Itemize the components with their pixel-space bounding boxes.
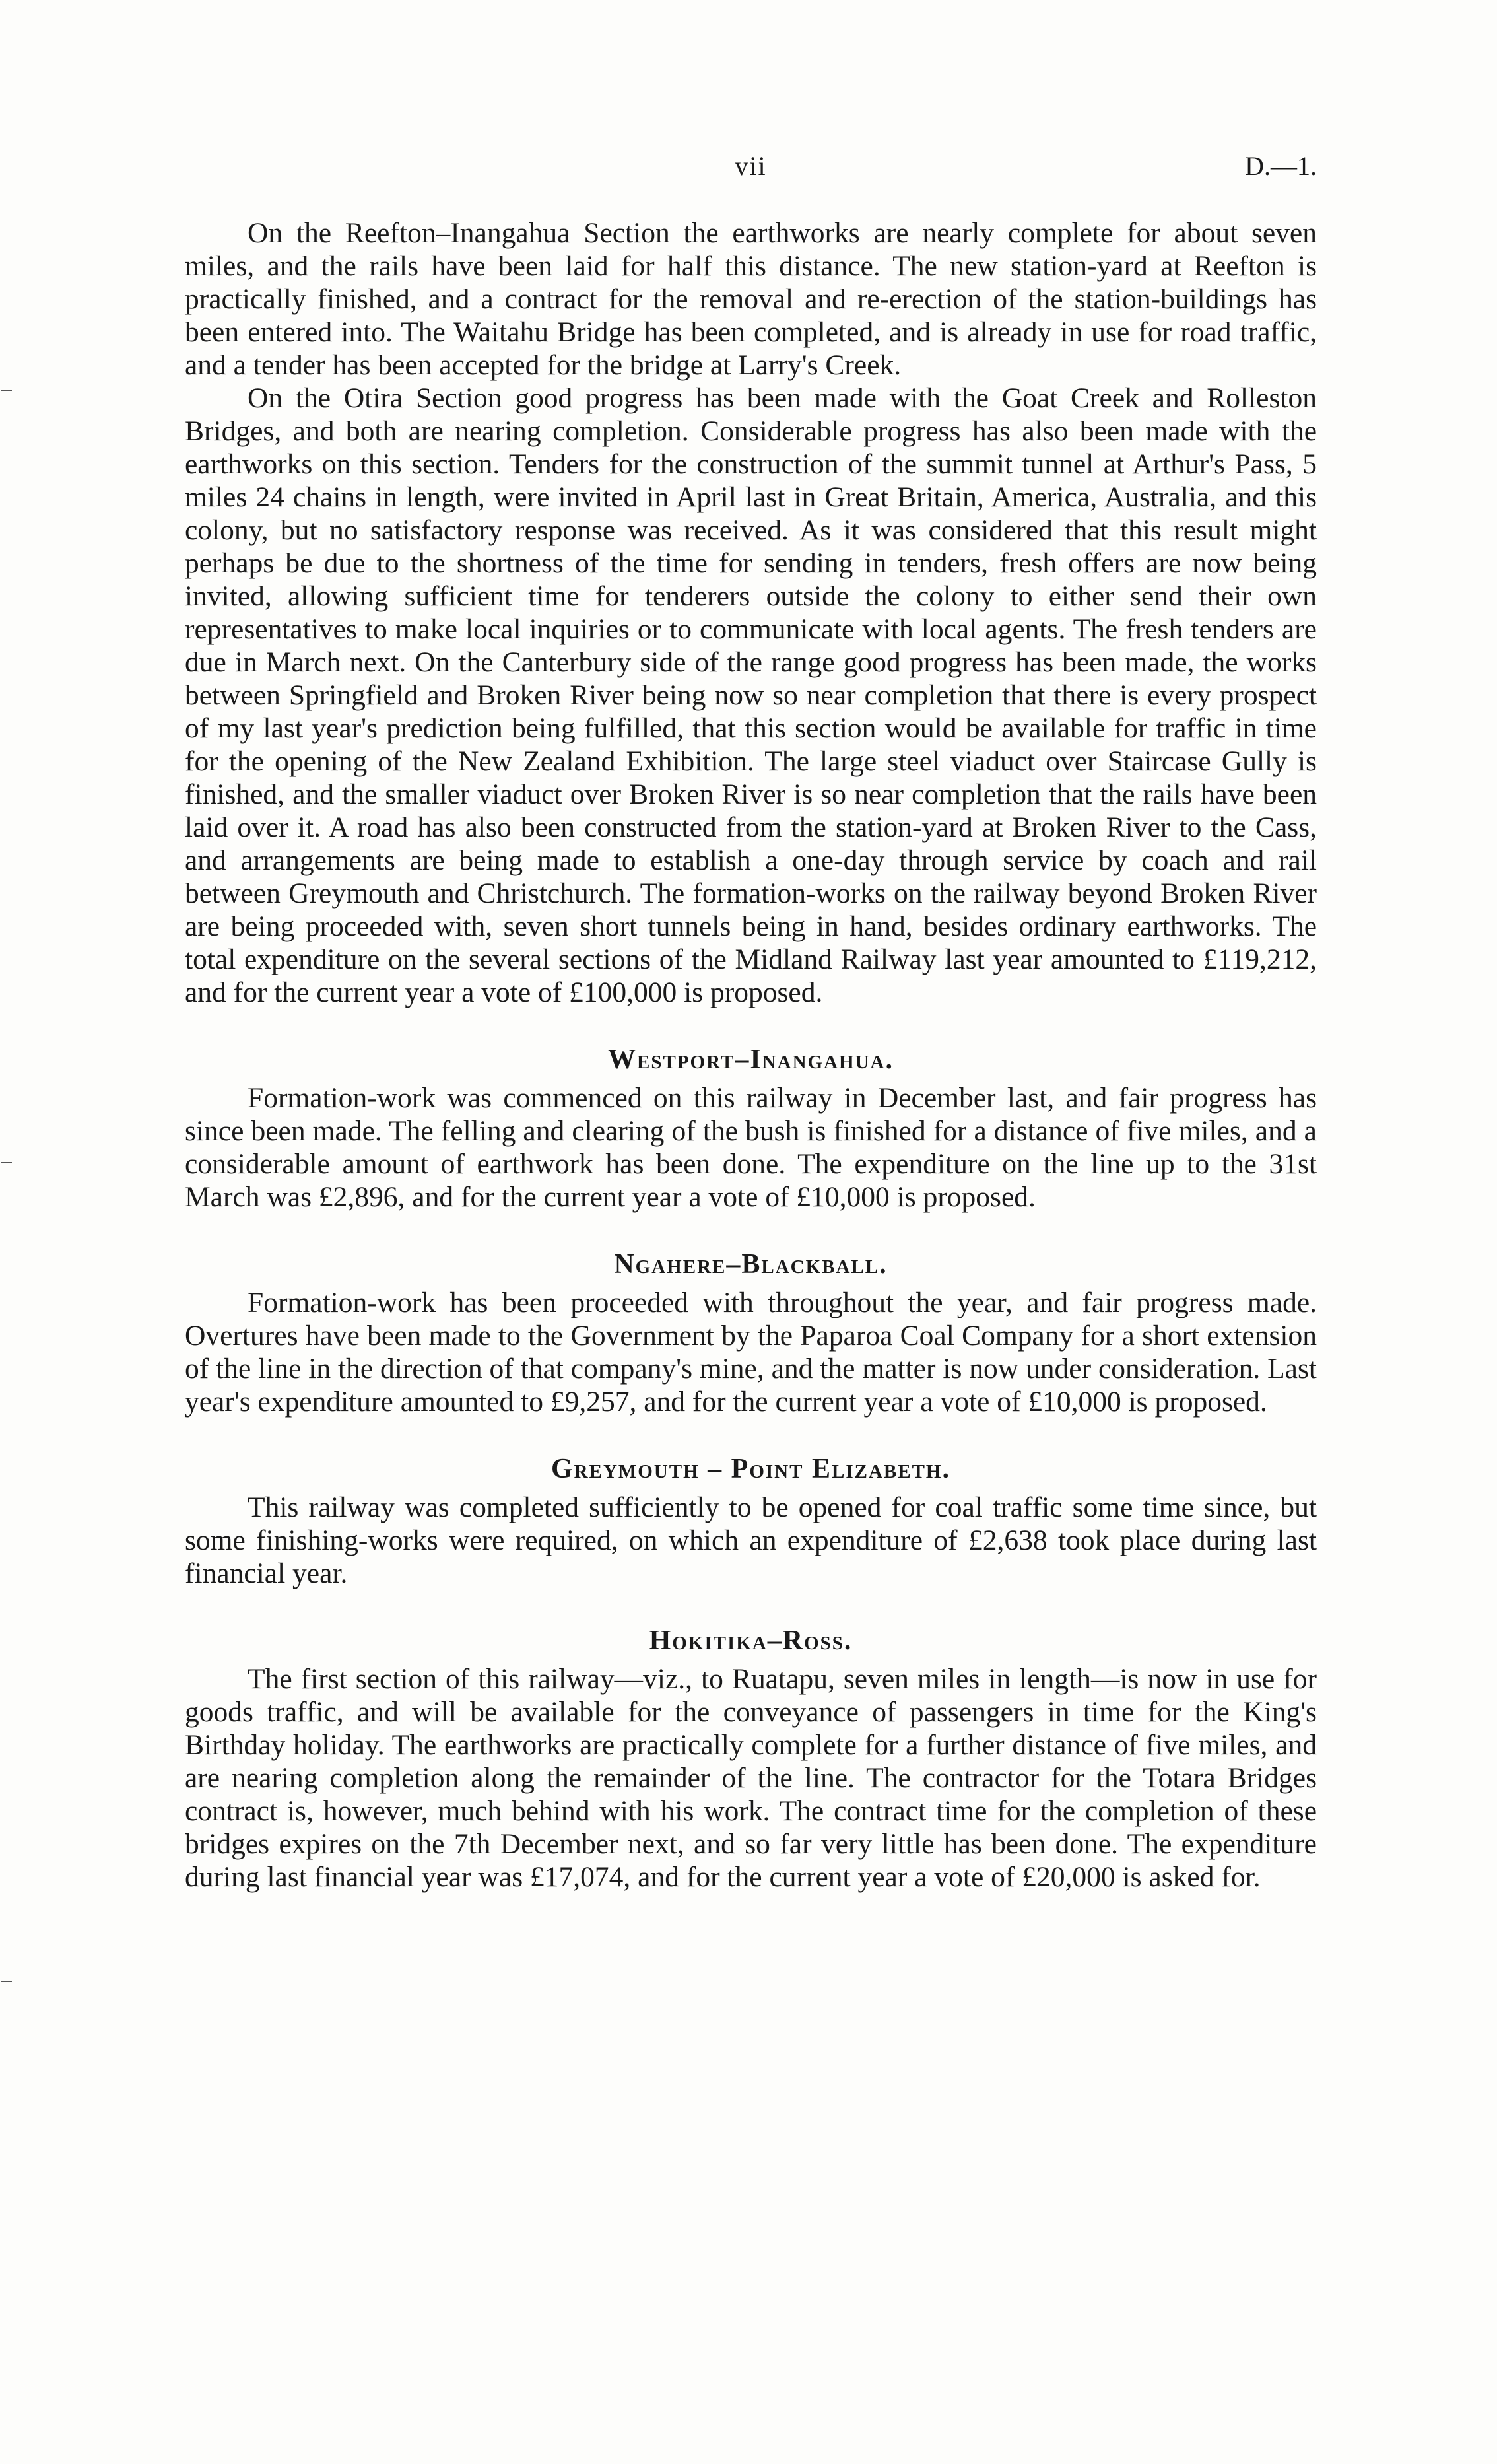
section-heading: Westport–Inangahua. (608, 1044, 894, 1075)
body-text (185, 217, 1317, 1894)
margin-mark (1, 1981, 12, 1982)
paragraph: On the Otira Section good progress has been made with the Goat Creek and Rolleston Bridges, and both are nearing completion. Considerable progress has also been made with the earthworks on this section. Tenders for the construction of the summit tunnel at Arthur's Pass, 5 miles 24 chains in length, were invited in April last in Great Britain, America, Australia, and this colony, but no satisfactory response was received. As it was considered that this result might perhaps be due to the shortness of the time for sending in tenders, fresh offers are now being invited, allowing sufficient time for tenderers outside the colony to either send their own representatives to make local inquiries or to communicate with local agents. The fresh tenders are due in March next. On the Canterbury side of the range good progress has been made, the works between Springfield and Broken River being now so near completion that there is every prospect of my last year's prediction being fulfilled, that this section would be available for traffic in time for the opening of the New Zealand Exhibition. The large steel viaduct over Staircase Gully is finished, and the smaller viaduct over Broken River is so near completion that the rails have been laid over it. A road has also been constructed from the station-yard at Broken River to the Cass, and arrangements are being made to establish a one-day through service by coach and rail between Greymouth and Christchurch. The formation-works on the railway beyond Broken River are being proceeded with, seven short tunnels being in hand, besides ordinary earthworks. The total expenditure on the several sections of the Midland Railway last year amounted to £119,212, and for the current year a vote of £100,000 is proposed. (185, 382, 1317, 1008)
paragraph: Formation-work was commenced on this railway in December last, and fair progress has since been made. The felling and clearing of the bush is finished for a distance of five miles, and a considerable amount of earthwork has been done. The expenditure on the line up to the 31st March was £2,896, and for the current year a vote of £10,000 is proposed. (185, 1082, 1317, 1213)
section-heading: Greymouth – Point Elizabeth. (551, 1454, 950, 1484)
document-reference: D.—1. (1245, 151, 1317, 181)
running-head (185, 151, 1317, 190)
margin-mark (1, 390, 12, 391)
paragraph: This railway was completed sufficiently to be opened for coal traffic some time since, but some finishing-works were required, on which an expenditure of £2,638 took place during last financial year. (185, 1491, 1317, 1589)
paragraph: Formation-work has been proceeded with throughout the year, and fair progress made. Overtures have been made to the Government by the Paparoa Coal Company for a short extension of the line in the direction of that company's mine, and the matter is now under consideration. Last year's expenditure amounted to £9,257, and for the current year a vote of £10,000 is proposed. (185, 1287, 1317, 1418)
paragraph: The first section of this railway—viz., to Ruatapu, seven miles in length—is now in use for goods traffic, and will be available for the conveyance of passengers in time for the King's Birthday holiday. The earthworks are practically complete for a further distance of five miles, and are nearing completion along the remainder of the line. The contractor for the Totara Bridges contract is, however, much behind with his work. The contract time for the completion of these bridges expires on the 7th December next, and so far very little has been done. The expenditure during last financial year was £17,074, and for the current year a vote of £20,000 is asked for. (185, 1663, 1317, 1893)
margin-mark (1, 1162, 12, 1163)
paragraph: On the Reefton–Inangahua Section the earthworks are nearly complete for about seven miles, and the rails have been laid for half this distance. The new station-yard at Reefton is practically finished, and a contract for the removal and re-erection of the station-buildings has been entered into. The Waitahu Bridge has been completed, and is already in use for road traffic, and a tender has been accepted for the bridge at Larry's Creek. (185, 217, 1317, 381)
page-number: vii (735, 151, 767, 181)
section-heading: Hokitika–Ross. (649, 1626, 853, 1656)
section-heading: Ngahere–Blackball. (614, 1249, 888, 1280)
